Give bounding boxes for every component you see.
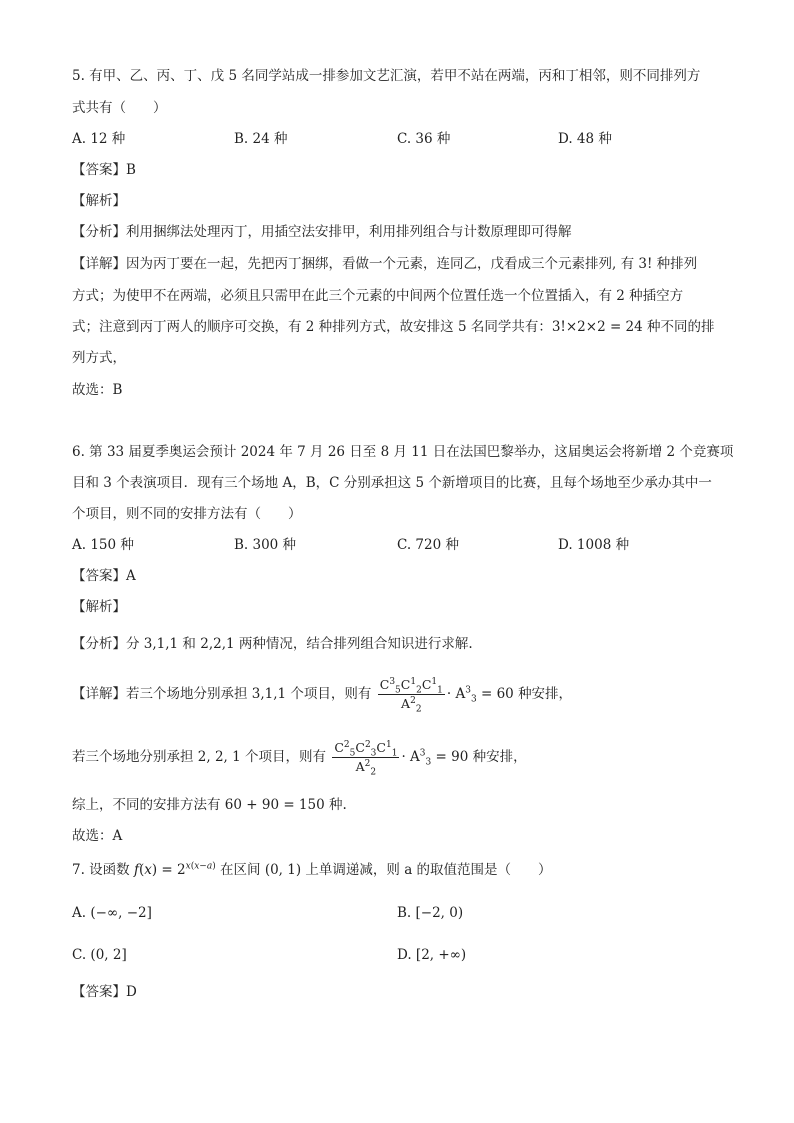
- q5-option-d: D. 48 种: [558, 131, 612, 147]
- q6-fenxi: 【分析】分 3,1,1 和 2,2,1 两种情况，结合排列组合知识进行求解.: [72, 636, 473, 652]
- q5-analysis-head: 【解析】: [72, 193, 126, 209]
- q7-option-a: A. (−∞, −2]: [72, 905, 152, 921]
- q7-answer: 【答案】D: [72, 984, 137, 1000]
- q7-stem-post: 在区间 (0, 1) 上单调递减，则 a 的取值范围是（ ）: [220, 862, 552, 878]
- q6-answer: 【答案】A: [72, 568, 136, 584]
- q6-detail-1: [72, 674, 572, 714]
- q5-fenxi: 【分析】利用捆绑法处理丙丁，用插空法安排甲，利用排列组合与计数原理即可得解: [72, 224, 572, 240]
- q7-stem-pre: 7. 设函数: [72, 862, 130, 878]
- q6-stem-line1: 6. 第 33 届夏季奥运会预计 2024 年 7 月 26 日至 8 月 11 日在法国巴黎举办，这届奥运会将新增 2 个竞赛项: [72, 444, 734, 460]
- q5-detail-line3: 式；注意到丙丁两人的顺序可交换，有 2 种排列方式，故安排这 5 名同学共有：3!×2×2 = 24 种不同的排: [72, 319, 715, 335]
- q6-fraction-1: $\frac{C^3_5C^1_2C^1_1}{A^2_2}$: [379, 676, 443, 715]
- q7-option-d: D. [2, +∞): [397, 947, 467, 963]
- q6-summary: 综上，不同的安排方法有 60 + 90 = 150 种.: [72, 797, 347, 813]
- q6-detail2-post: 种安排，: [472, 749, 527, 765]
- q6-option-d: D. 1008 种: [558, 537, 630, 553]
- q7-stem: [72, 860, 552, 880]
- q5-detail-line4: 列方式，: [72, 350, 126, 366]
- q5-detail-line1: 【详解】因为丙丁要在一起，先把丙丁捆绑，看做一个元素，连同乙，戊看成三个元素排列, 有 3! 种排列: [72, 256, 698, 272]
- q6-detail1-post: 种安排，: [518, 686, 573, 702]
- q5-choose: 故选：B: [72, 382, 123, 398]
- q6-stem-line3: 个项目，则不同的安排方法有（ ）: [72, 506, 302, 522]
- q6-option-b: B. 300 种: [234, 537, 297, 553]
- q6-formula-1-tail: · $A^3_3 = 60$: [446, 685, 514, 705]
- q7-option-c: C. (0, 2]: [72, 947, 127, 963]
- q7-option-b: B. [−2, 0): [397, 905, 464, 921]
- q6-detail-2: [72, 737, 527, 777]
- q5-detail-line2: 方式；为使甲不在两端，必须且只需甲在此三个元素的中间两个位置任选一个位置插入，有 2 种插空方: [72, 288, 684, 304]
- q5-stem-line2: 式共有（ ）: [72, 100, 167, 116]
- q6-formula-2-tail: · $A^3_3 = 90$: [401, 748, 469, 768]
- q6-stem-line2: 目和 3 个表演项目．现有三个场地 A，B，C 分别承担这 5 个新增项目的比赛，且每个场地至少承办其中一: [72, 475, 712, 491]
- q5-option-b: B. 24 种: [234, 131, 288, 147]
- q7-function: $f(x) = 2^{x(x-a)}$: [133, 861, 216, 878]
- q6-option-a: A. 150 种: [72, 537, 134, 553]
- q6-choose: 故选：A: [72, 828, 123, 844]
- q5-answer: 【答案】B: [72, 162, 136, 178]
- q6-fraction-2: $\frac{C^2_5C^2_3C^1_1}{A^2_2}$: [334, 739, 398, 778]
- q6-option-c: C. 720 种: [397, 537, 459, 553]
- q5-stem-line1: 5. 有甲、乙、丙、丁、戊 5 名同学站成一排参加文艺汇演，若甲不站在两端，丙和丁相邻，则不同排列方: [72, 68, 701, 84]
- q6-analysis-head: 【解析】: [72, 599, 126, 615]
- q6-detail1-pre: 【详解】若三个场地分别承担 3,1,1 个项目，则有: [72, 686, 372, 702]
- q6-detail2-pre: 若三个场地分别承担 2, 2, 1 个项目，则有: [72, 749, 327, 765]
- q5-option-c: C. 36 种: [397, 131, 451, 147]
- q5-option-a: A. 12 种: [72, 131, 126, 147]
